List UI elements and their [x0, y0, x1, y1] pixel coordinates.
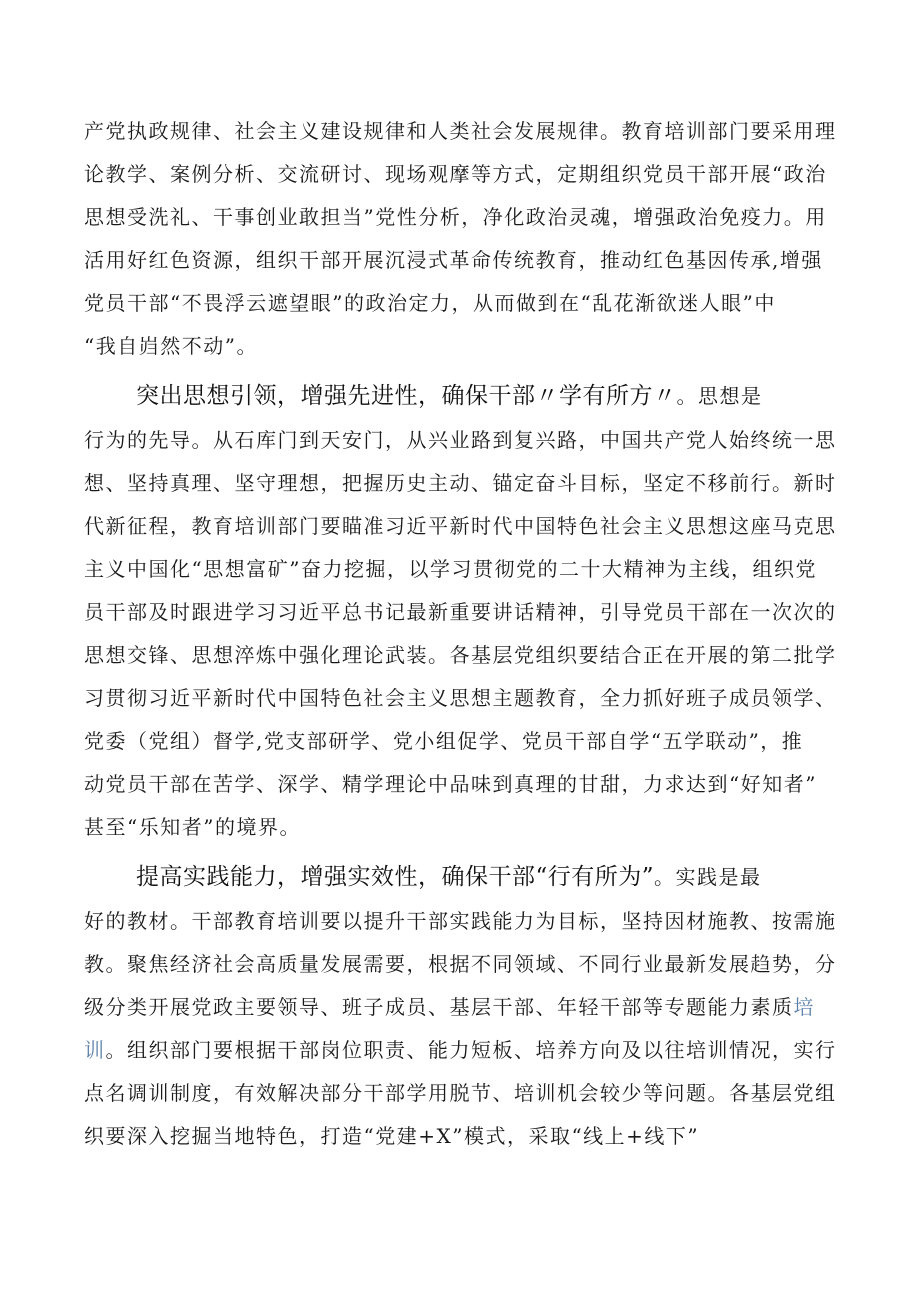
paragraph3-line-2: 好的教材。干部教育培训要以提升干部实践能力为目标，坚持因材施教、按需施 — [84, 909, 837, 933]
paragraph1-line-3: 思想受洗礼、干事创业敢担当”党性分析，净化政治灵魂，增强政治免疫力。用 — [84, 205, 827, 229]
paragraph2-line-6: 员干部及时跟进学习习近平总书记最新重要讲话精神，引导党员干部在一次次的 — [84, 600, 837, 624]
paragraph2-line-8: 习贯彻习近平新时代中国特色社会主义思想主题教育，全力抓好班子成员领学、 — [84, 686, 837, 710]
training-link-part2[interactable]: 训 — [84, 1038, 106, 1062]
paragraph3-line-4-text: 级分类开展党政主要领导、班子成员、基层干部、年轻干部等专题能力素质 — [84, 995, 794, 1019]
paragraph3-line-7: 织要深入挖掘当地特色，打造“党建+X”模式，采取“线上+线下” — [84, 1124, 700, 1148]
paragraph3-heading: 提高实践能力，增强实效性，确保干部“行有所为” — [136, 864, 655, 890]
paragraph3-first-line — [136, 862, 762, 892]
training-link-part1[interactable]: 培 — [793, 995, 815, 1019]
paragraph3-line-1-rest: 。实践是最 — [654, 865, 762, 889]
paragraph2-line-7: 思想交锋、思想淬炼中强化理论武装。各基层党组织要结合正在开展的第二批学 — [84, 643, 837, 667]
paragraph2-line-5: 主义中国化“思想富矿”奋力挖掘，以学习贯彻党的二十大精神为主线，组织党 — [84, 557, 817, 581]
paragraph1-line-5: 党员干部“不畏浮云遮望眼”的政治定力，从而做到在“乱花渐欲迷人眼”中 — [84, 291, 776, 315]
paragraph2-line-4: 代新征程，教育培训部门要瞄准习近平新时代中国特色社会主义思想这座马克思 — [84, 514, 837, 538]
paragraph3-line-6: 点名调训制度，有效解决部分干部学用脱节、培训机会较少等问题。各基层党组 — [84, 1081, 837, 1105]
paragraph2-line-9: 党委（党组）督学,党支部研学、党小组促学、党员干部自学“五学联动”，推 — [84, 729, 804, 753]
paragraph3-line-5-text: 。组织部门要根据干部岗位职责、能力短板、培养方向及以往培训情况，实行 — [105, 1038, 837, 1062]
paragraph2-line-1-rest: 。思想是 — [676, 384, 763, 408]
paragraph3-line-4 — [84, 992, 815, 1022]
paragraph2-line-10: 动党员干部在苦学、深学、精学理论中品味到真理的甘甜，力求达到“好知者” — [84, 772, 817, 796]
paragraph2-line-2: 行为的先导。从石库门到天安门，从兴业路到复兴路，中国共产党人始终统一思 — [84, 428, 837, 452]
paragraph2-first-line — [136, 381, 763, 411]
paragraph1-line-2: 论教学、案例分析、交流研讨、现场观摩等方式，定期组织党员干部开展“政治 — [84, 162, 827, 186]
paragraph1-line-1: 产党执政规律、社会主义建设规律和人类社会发展规律。教育培训部门要采用理 — [84, 119, 837, 143]
paragraph2-heading: 突出思想引领，增强先进性，确保干部〃学有所方〃 — [136, 383, 677, 409]
paragraph2-line-11: 甚至“乐知者”的境界。 — [84, 815, 301, 839]
paragraph3-line-3: 教。聚焦经济社会高质量发展需要，根据不同领域、不同行业最新发展趋势，分 — [84, 952, 837, 976]
paragraph3-line-5 — [84, 1035, 837, 1065]
paragraph1-line-4: 活用好红色资源，组织干部开展沉浸式革命传统教育，推动红色基因传承,增强 — [84, 248, 823, 272]
paragraph1-line-6: “我自岿然不动”。 — [84, 334, 258, 358]
paragraph2-line-3: 想、坚持真理、坚守理想，把握历史主动、锚定奋斗目标，坚定不移前行。新时 — [84, 471, 837, 495]
